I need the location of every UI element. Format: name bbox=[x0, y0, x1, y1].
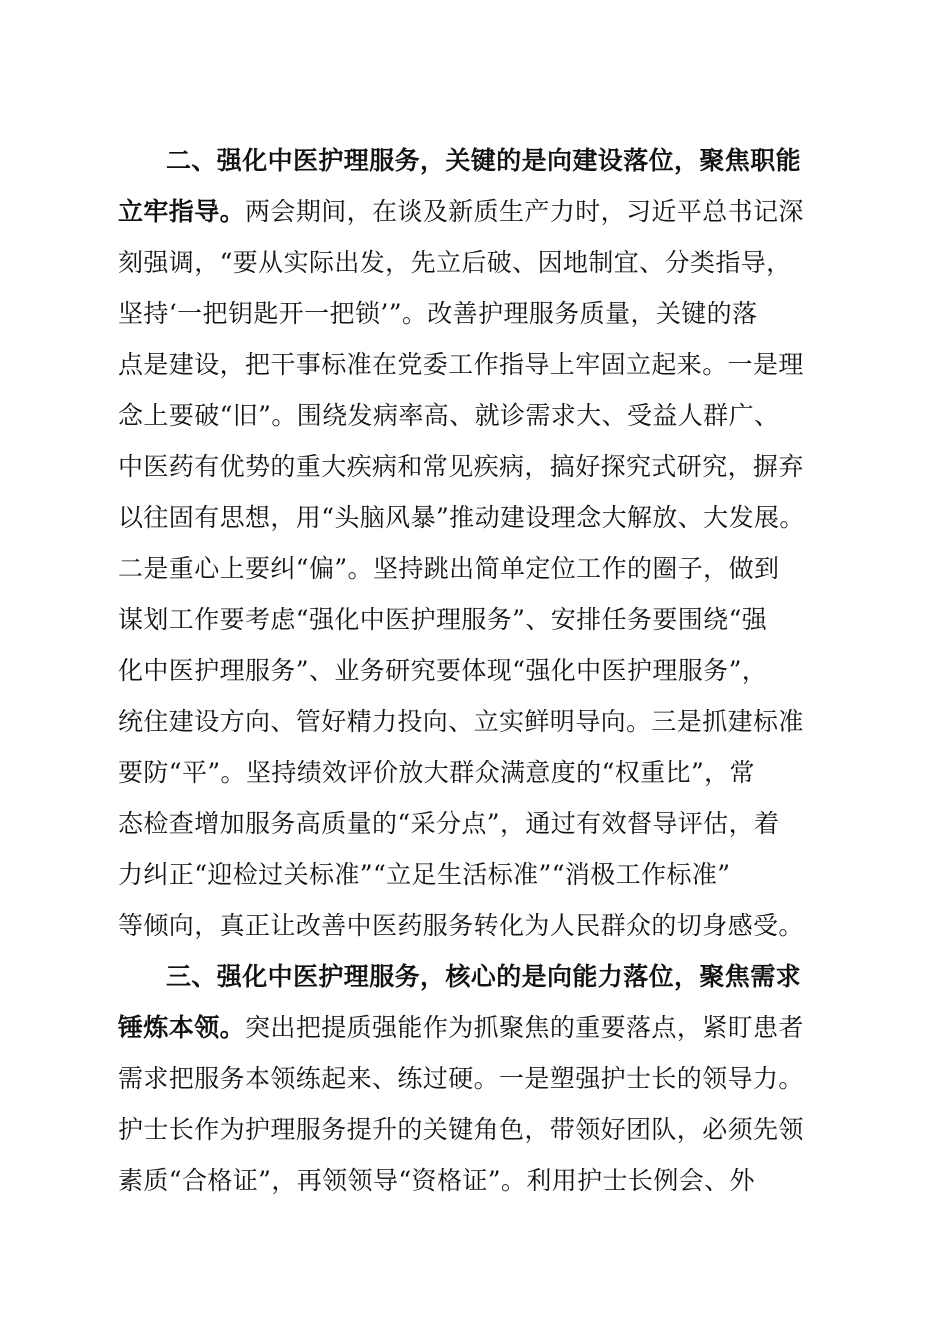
paragraph-line: 以往固有思想，用“头脑风暴”推动建设理念大解放、大发展。 bbox=[118, 503, 805, 532]
paragraph-line bbox=[118, 1003, 838, 1053]
paragraph-line: 点是建设，把干事标准在党委工作指导上牢固立起来。一是理 bbox=[118, 350, 804, 379]
paragraph-line: 化中医护理服务”、业务研究要体现“强化中医护理服务”， bbox=[118, 656, 768, 685]
paragraph-line: 等倾向，真正让改善中医药服务转化为人民群众的切身感受。 bbox=[118, 911, 804, 940]
section3-body-line: 突出把提质强能作为抓聚焦的重要落点，紧盯患者 bbox=[245, 1013, 804, 1042]
paragraph-line: 态检查增加服务高质量的“采分点”，通过有效督导评估，着 bbox=[118, 809, 780, 838]
paragraph-line: 需求把服务本领练起来、练过硬。一是塑强护士长的领导力。 bbox=[118, 1064, 804, 1093]
paragraph-line: 素质“合格证”，再领领导“资格证”。利用护士长例会、外 bbox=[118, 1166, 755, 1195]
paragraph-line: 力纠正“迎检过关标准”“立足生活标准”“消极工作标准” bbox=[118, 860, 731, 889]
paragraph-line: 中医药有优势的重大疾病和常见疾病，搞好探究式研究，摒弃 bbox=[118, 452, 804, 481]
section3-heading bbox=[166, 952, 838, 1002]
paragraph-line: 要防“平”。坚持绩效评价放大群众满意度的“权重比”，常 bbox=[118, 758, 755, 787]
paragraph-line bbox=[118, 187, 838, 237]
paragraph-line: 念上要破“旧”。围绕发病率高、就诊需求大、受益人群广、 bbox=[118, 401, 780, 430]
paragraph-line: 刻强调，“要从实际出发，先立后破、因地制宜、分类指导， bbox=[118, 248, 792, 277]
paragraph-line: 谋划工作要考虑“强化中医护理服务”、安排任务要围绕“强 bbox=[118, 605, 768, 634]
section2-heading bbox=[166, 136, 838, 186]
paragraph-line: 坚持‘一把钥匙开一把锁’”。改善护理服务质量，关键的落 bbox=[118, 299, 758, 328]
section2-heading-line2: 立牢指导。 bbox=[118, 197, 246, 226]
paragraph-line: 二是重心上要纠“偏”。坚持跳出简单定位工作的圈子，做到 bbox=[118, 554, 780, 583]
section2-heading-line1: 二、强化中医护理服务，关键的是向建设落位，聚焦职能 bbox=[166, 146, 802, 175]
paragraph-line: 统住建设方向、管好精力投向、立实鲜明导向。三是抓建标准 bbox=[118, 707, 804, 736]
section2-body-line: 两会期间，在谈及新质生产力时，习近平总书记深 bbox=[245, 197, 804, 226]
section3-heading-line2: 锤炼本领。 bbox=[118, 1013, 246, 1042]
section3-heading-line1: 三、强化中医护理服务，核心的是向能力落位，聚焦需求 bbox=[166, 962, 802, 991]
paragraph-line: 护士长作为护理服务提升的关键角色，带领好团队，必须先领 bbox=[118, 1115, 804, 1144]
